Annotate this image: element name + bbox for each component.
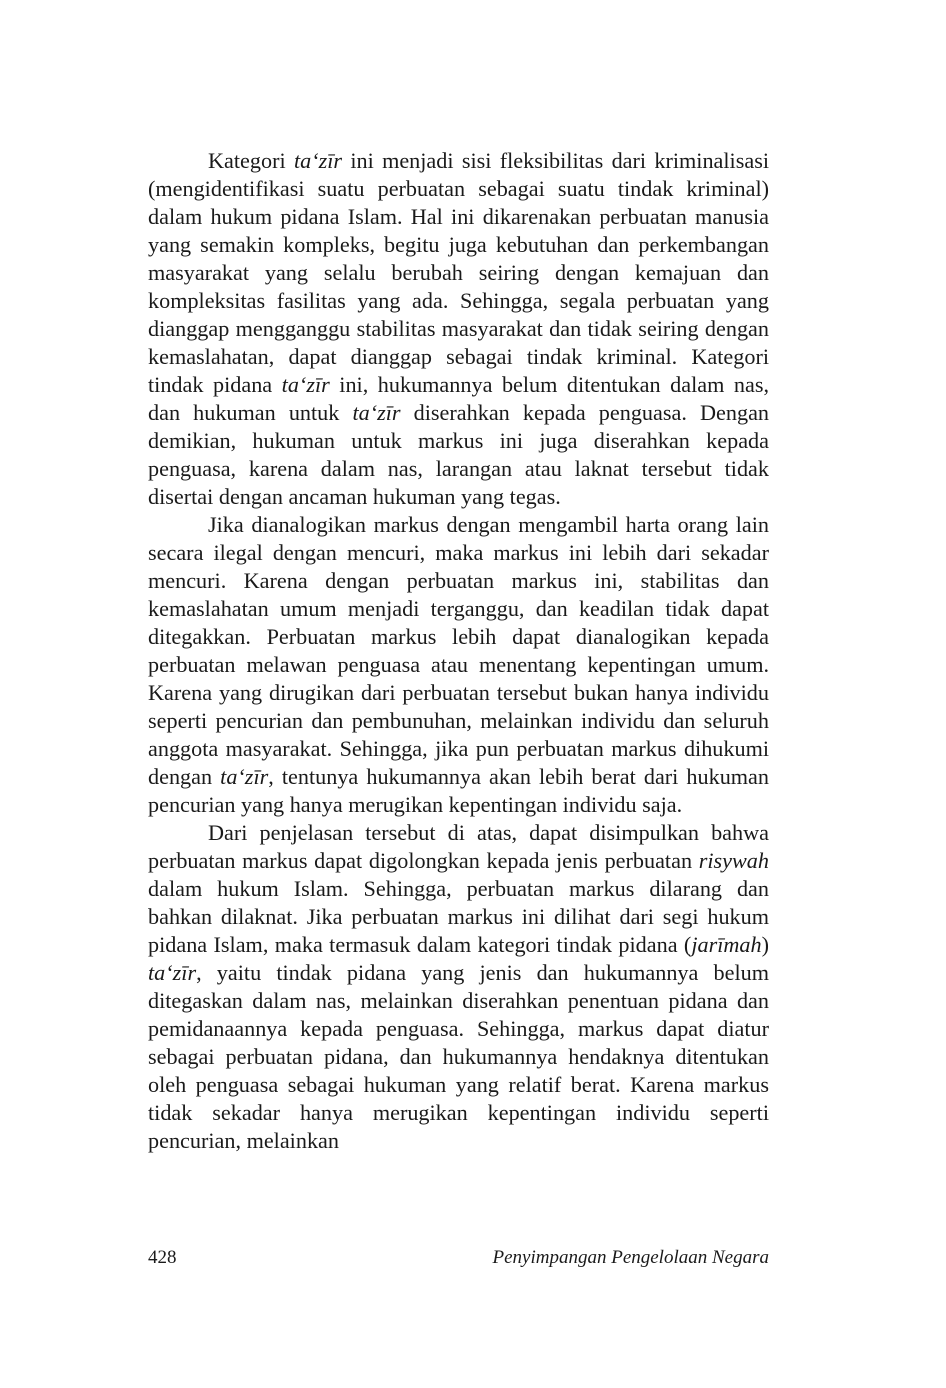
term-risywah: risywah <box>698 848 769 873</box>
paragraph-1-text: diserahkan kepada penguasa. Dengan demikian, hukuman untuk markus ini juga diserahkan kepada penguasa, karena dalam nas, larangan atau laknat tersebut tidak disertai dengan ancaman hukuman yang tegas. <box>148 400 770 509</box>
paragraph-3-text: , yaitu tindak pidana yang jenis dan hukumannya belum ditegaskan dalam nas, melainkan diserahkan penentuan pidana dan pemidanaannya kepada penguasa. Sehingga, markus dapat diatur sebagai perbuatan pidana, dan hukumannya hendaknya ditentukan oleh penguasa sebagai hukuman yang relatif berat. Karena markus tidak sekadar hanya merugikan kepentingan individu seperti pencurian, melainkan <box>148 960 769 1153</box>
paragraph-3 <box>148 819 769 1155</box>
term-tazir: ta‘zīr <box>352 400 401 425</box>
paragraph-1 <box>148 147 769 511</box>
term-tazir: ta‘zīr <box>293 148 343 173</box>
term-jarimah: jarīmah <box>691 932 762 957</box>
page-number: 428 <box>148 1247 177 1268</box>
term-tazir: ta‘zīr <box>148 960 197 985</box>
page-body <box>148 147 769 1155</box>
paragraph-3-text: Dari penjelasan tersebut di atas, dapat disimpulkan bahwa perbuatan markus dapat digolongkan kepada jenis perbuatan <box>148 820 769 873</box>
paragraph-2-text: , tentunya hukumannya akan lebih berat dari hukuman pencurian yang hanya merugikan kepentingan individu saja. <box>148 764 769 817</box>
paragraph-2 <box>148 511 769 819</box>
paragraph-1-text: ini, hukumannya belum ditentukan dalam nas, dan hukuman untuk <box>148 372 769 425</box>
term-tazir: ta‘zīr <box>281 372 330 397</box>
running-title: Penyimpangan Pengelolaan Negara <box>492 1247 769 1268</box>
paragraph-1-text: Kategori <box>208 148 294 173</box>
paragraph-2-text: Jika dianalogikan markus dengan mengambil harta orang lain secara ilegal dengan mencuri, maka markus ini lebih dari sekadar mencuri. Karena dengan perbuatan markus ini, stabilitas dan kemaslahatan umum menjadi terganggu, dan keadilan tidak dapat ditegakkan. Perbuatan markus lebih dapat dianalogikan kepada perbuatan melawan penguasa atau menentang kepentingan umum. Karena yang dirugikan dari perbuatan tersebut bukan hanya individu seperti pencurian dan pembunuhan, melainkan individu dan seluruh anggota masyarakat. Sehingga, jika pun perbuatan markus dihukumi dengan <box>148 512 769 789</box>
paragraph-3-text: ) <box>761 932 769 957</box>
paragraph-1-text: ini menjadi sisi fleksibilitas dari kriminalisasi (mengidentifikasi suatu perbuatan sebagai suatu tindak kriminal) dalam hukum pidana Islam. Hal ini dikarenakan perbuatan manusia yang semakin kompleks, begitu juga kebutuhan dan perkembangan masyarakat yang selalu berubah seiring dengan kemajuan dan kompleksitas fasilitas yang ada. Sehingga, segala perbuatan yang dianggap mengganggu stabilitas masyarakat dan tidak seiring dengan kemaslahatan, dapat dianggap sebagai tindak kriminal. Kategori tindak pidana <box>148 148 769 397</box>
term-tazir: ta‘zīr <box>220 764 269 789</box>
page-footer <box>148 1244 769 1272</box>
paragraph-3-text: dalam hukum Islam. Sehingga, perbuatan markus dilarang dan bahkan dilaknat. Jika perbuatan markus ini dilihat dari segi hukum pidana Islam, maka termasuk dalam kategori tindak pidana ( <box>148 876 769 957</box>
